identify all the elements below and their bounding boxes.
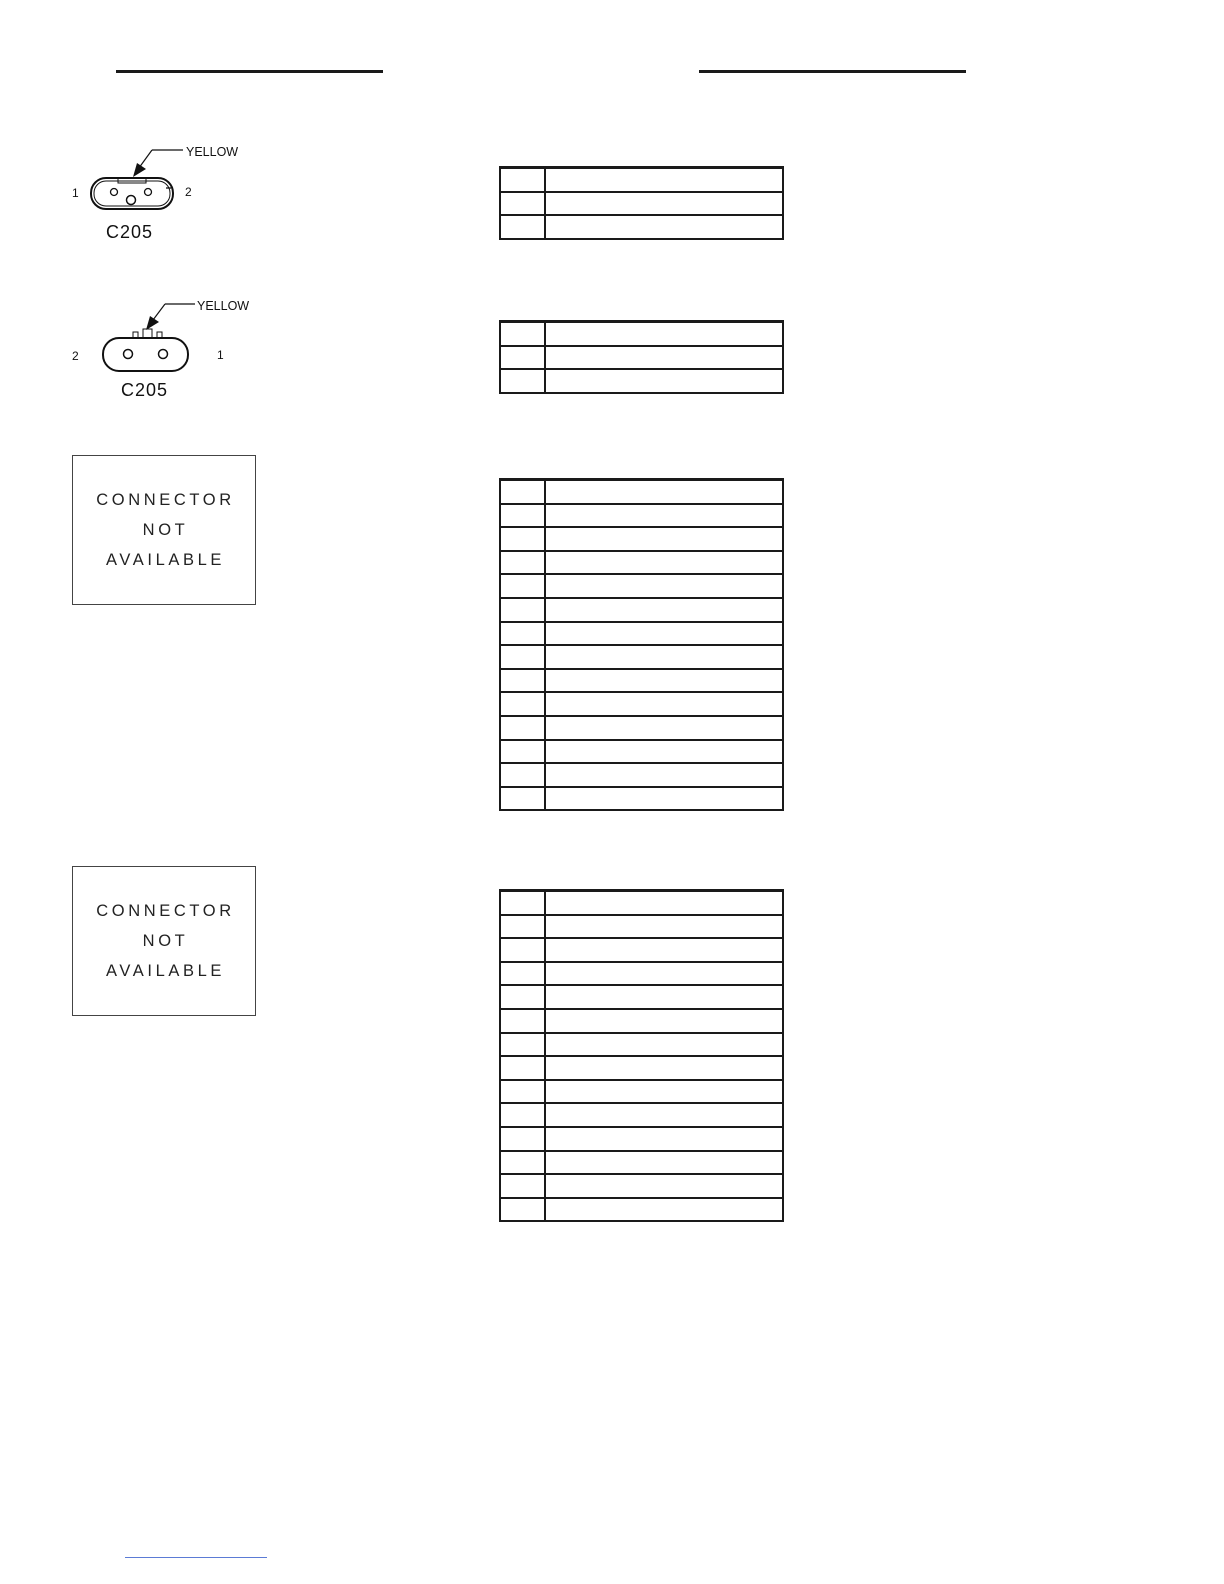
circuit-function-cell (545, 192, 783, 216)
circuit-function-cell (545, 622, 783, 646)
circuit-function-cell (545, 962, 783, 986)
circuit-function-cell (545, 598, 783, 622)
table-row (500, 1151, 783, 1175)
left-header-rule (116, 70, 383, 73)
pin-table-1 (499, 166, 784, 240)
table-row (500, 962, 783, 986)
connector-c205-mating-view (60, 295, 260, 405)
circuit-function-cell (545, 1127, 783, 1151)
circuit-function-cell (545, 322, 783, 346)
circuit-function-cell (545, 215, 783, 239)
pin-number-cell (500, 322, 545, 346)
circuit-function-cell (545, 1103, 783, 1127)
table-row (500, 938, 783, 962)
connector-id-label: C205 (106, 222, 154, 242)
table-row (500, 1127, 783, 1151)
table-row (500, 1033, 783, 1057)
pin-number-cell (500, 551, 545, 575)
pin-1-label: 1 (217, 348, 224, 362)
table-row (500, 1009, 783, 1033)
table-row (500, 551, 783, 575)
table-row (500, 692, 783, 716)
not-available-line-2: NOT (142, 932, 189, 950)
pin-1-label: 1 (72, 186, 79, 200)
table-row (500, 322, 783, 346)
table-row (500, 1103, 783, 1127)
table-row (500, 1198, 783, 1222)
pin-number-cell (500, 480, 545, 504)
table-row (500, 215, 783, 239)
not-available-line-3: AVAILABLE (106, 962, 225, 980)
circuit-function-cell (545, 369, 783, 393)
pin-number-cell (500, 985, 545, 1009)
circuit-function-cell (545, 915, 783, 939)
circuit-function-cell (545, 669, 783, 693)
table-row (500, 669, 783, 693)
connector-c205-latch-view (60, 140, 260, 250)
circuit-function-cell (545, 891, 783, 915)
circuit-function-cell (545, 168, 783, 192)
pin-number-cell (500, 763, 545, 787)
circuit-function-cell (545, 1033, 783, 1057)
pin-2-label: 2 (72, 349, 79, 363)
pin-number-cell (500, 369, 545, 393)
circuit-function-cell (545, 346, 783, 370)
circuit-function-cell (545, 1009, 783, 1033)
pin-number-cell (500, 740, 545, 764)
circuit-function-cell (545, 1080, 783, 1104)
pin-number-cell (500, 716, 545, 740)
circuit-function-cell (545, 527, 783, 551)
circuit-function-cell (545, 1198, 783, 1222)
table-row (500, 1080, 783, 1104)
circuit-function-cell (545, 787, 783, 811)
circuit-function-cell (545, 551, 783, 575)
table-row (500, 1056, 783, 1080)
circuit-function-cell (545, 574, 783, 598)
circuit-function-cell (545, 938, 783, 962)
circuit-function-cell (545, 716, 783, 740)
table-row (500, 763, 783, 787)
connector-c205-latch-view-drawing (91, 178, 173, 209)
pin-number-cell (500, 1127, 545, 1151)
table-row (500, 168, 783, 192)
pin-table-3 (499, 478, 784, 811)
pin-number-cell (500, 669, 545, 693)
not-available-line-1: CONNECTOR (96, 902, 235, 920)
color-callout: YELLOW (197, 299, 250, 313)
table-row (500, 574, 783, 598)
circuit-function-cell (545, 480, 783, 504)
pin-number-cell (500, 1056, 545, 1080)
pin-number-cell (500, 1174, 545, 1198)
pin-number-cell (500, 192, 545, 216)
right-header-rule (699, 70, 966, 73)
pin-number-cell (500, 622, 545, 646)
pin-table-4 (499, 889, 784, 1222)
table-row (500, 480, 783, 504)
pin-number-cell (500, 168, 545, 192)
table-row (500, 369, 783, 393)
pin-number-cell (500, 692, 545, 716)
pin-number-cell (500, 1103, 545, 1127)
table-row (500, 645, 783, 669)
table-row (500, 346, 783, 370)
circuit-function-cell (545, 1151, 783, 1175)
circuit-function-cell (545, 692, 783, 716)
connector-id-label: C205 (121, 380, 169, 400)
pin-number-cell (500, 1198, 545, 1222)
pin-number-cell (500, 891, 545, 915)
circuit-function-cell (545, 645, 783, 669)
pin-number-cell (500, 346, 545, 370)
pin-number-cell (500, 527, 545, 551)
yellow-callout-arrow-icon (133, 150, 183, 177)
color-callout: YELLOW (186, 145, 239, 159)
pin-number-cell (500, 1009, 545, 1033)
table-row (500, 504, 783, 528)
table-row (500, 891, 783, 915)
circuit-function-cell (545, 740, 783, 764)
pin-number-cell (500, 504, 545, 528)
connector-not-available-box (72, 866, 256, 1016)
connector-not-available-box (72, 455, 256, 605)
table-row (500, 716, 783, 740)
table-row (500, 740, 783, 764)
pin-number-cell (500, 598, 545, 622)
circuit-function-cell (545, 504, 783, 528)
pin-number-cell (500, 1151, 545, 1175)
pin-number-cell (500, 645, 545, 669)
table-row (500, 527, 783, 551)
table-row (500, 1174, 783, 1198)
footer-link[interactable] (125, 1557, 267, 1558)
not-available-line-3: AVAILABLE (106, 551, 225, 569)
table-row (500, 787, 783, 811)
pin-table-2 (499, 320, 784, 394)
pin-number-cell (500, 962, 545, 986)
circuit-function-cell (545, 1056, 783, 1080)
not-available-line-1: CONNECTOR (96, 491, 235, 509)
table-row (500, 985, 783, 1009)
table-row (500, 915, 783, 939)
table-row (500, 598, 783, 622)
table-row (500, 622, 783, 646)
table-row (500, 192, 783, 216)
pin-2-label: 2 (185, 185, 192, 199)
pin-number-cell (500, 915, 545, 939)
pin-number-cell (500, 938, 545, 962)
pin-number-cell (500, 787, 545, 811)
pin-number-cell (500, 574, 545, 598)
yellow-callout-arrow-icon (146, 304, 195, 330)
pin-number-cell (500, 1080, 545, 1104)
pin-number-cell (500, 215, 545, 239)
circuit-function-cell (545, 985, 783, 1009)
circuit-function-cell (545, 763, 783, 787)
not-available-line-2: NOT (142, 521, 189, 539)
pin-number-cell (500, 1033, 545, 1057)
connector-c205-mating-view-drawing (103, 329, 188, 371)
circuit-function-cell (545, 1174, 783, 1198)
